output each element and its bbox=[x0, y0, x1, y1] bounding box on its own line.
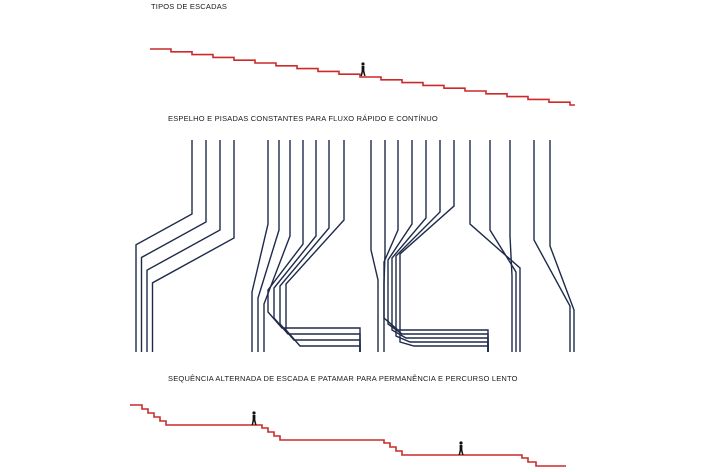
constant-stair-profile bbox=[150, 49, 575, 105]
plan-line bbox=[384, 140, 385, 352]
alternating-stairs-caption: SEQUÊNCIA ALTERNADA DE ESCADA E PATAMAR PARA PERMANÊNCIA E PERCURSO LENTO bbox=[168, 374, 518, 383]
alternating-stair-profile bbox=[130, 405, 566, 466]
stair-profile-line bbox=[150, 49, 575, 105]
plan-line bbox=[136, 140, 192, 352]
plan-line bbox=[534, 140, 570, 352]
plan-line bbox=[153, 140, 235, 352]
plan-line bbox=[400, 140, 488, 352]
plan-line bbox=[286, 140, 360, 352]
standing-figures-bottom bbox=[252, 411, 464, 455]
plan-line bbox=[142, 140, 207, 352]
diagram-title: TIPOS DE ESCADAS bbox=[151, 2, 228, 11]
walking-figure-top bbox=[361, 62, 366, 76]
plan-line bbox=[371, 140, 378, 352]
plan-line bbox=[252, 140, 268, 352]
person-figure bbox=[361, 62, 366, 76]
plan-line bbox=[510, 140, 512, 352]
person-figure bbox=[459, 441, 464, 455]
stair-profile-line bbox=[130, 405, 566, 466]
constant-stairs-caption: ESPELHO E PISADAS CONSTANTES PARA FLUXO RÁPIDO E CONTÍNUO bbox=[168, 114, 438, 123]
plan-line bbox=[147, 140, 220, 352]
person-figure bbox=[252, 411, 257, 425]
stair-plan-lines bbox=[136, 140, 574, 352]
